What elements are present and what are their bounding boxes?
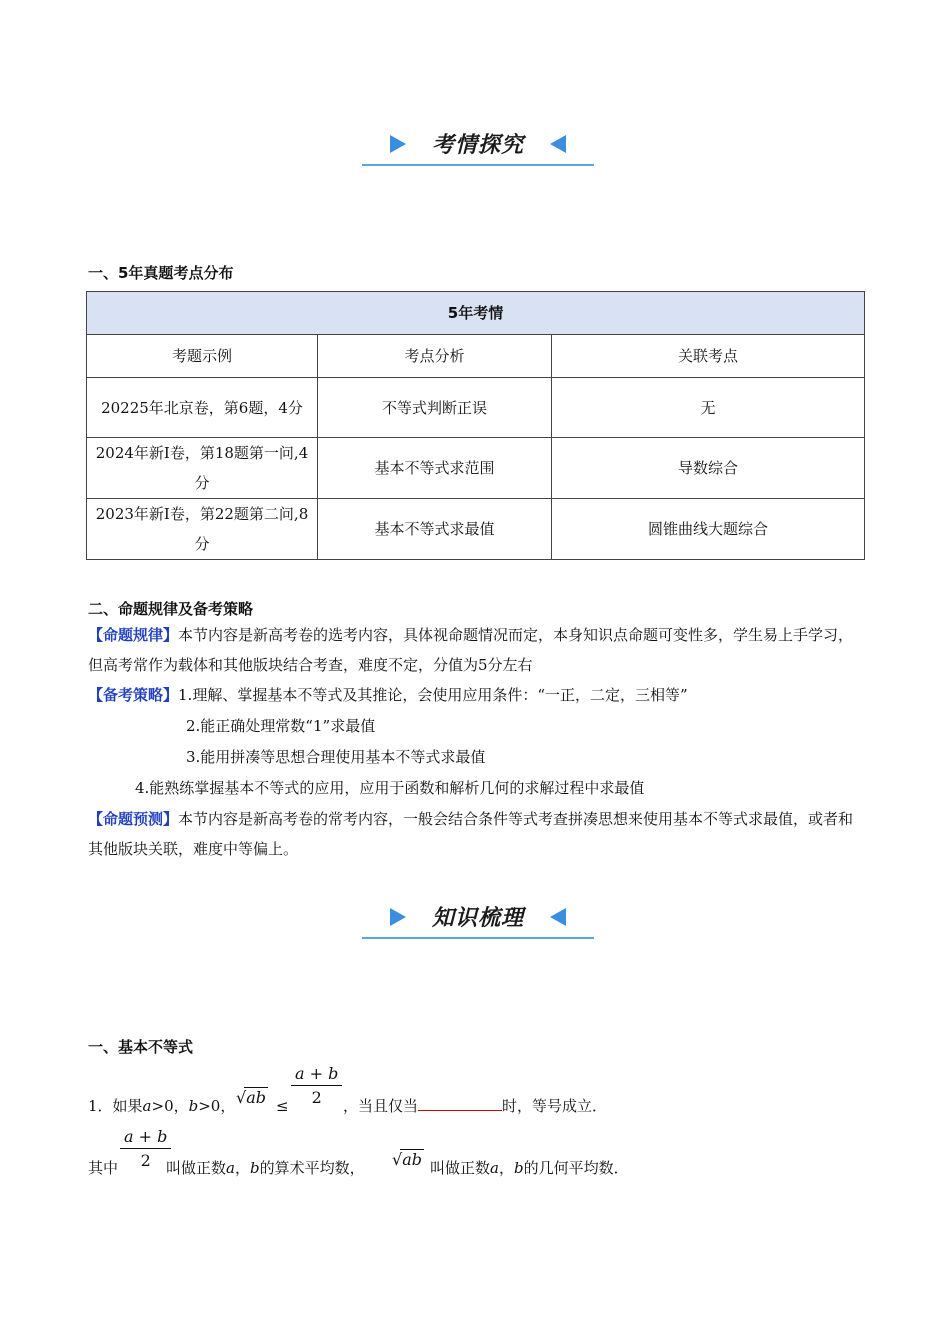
text: >0， [198, 1097, 236, 1115]
radicand: ab [246, 1088, 266, 1107]
var-a: a [142, 1097, 152, 1115]
var-b: b [188, 1097, 199, 1115]
sqrt-ab: √ab [236, 1088, 266, 1107]
strategy-item: 3.能用拼凑等思想合理使用基本不等式求最值 [186, 748, 486, 766]
radicand: ab [402, 1150, 422, 1169]
text: 叫做正数 [430, 1159, 491, 1177]
table-header: 考题示例 [87, 335, 318, 378]
numerator: a + b [120, 1127, 171, 1149]
text: 时，等号成立． [502, 1097, 608, 1115]
section-heading-strategy: 二、命题规律及备考策略 [88, 600, 254, 618]
strategy-item: 4.能熟练掌握基本不等式的应用，应用于函数和解析几何的求解过程中求最值 [135, 779, 645, 797]
table-cell: 基本不等式求最值 [318, 499, 552, 560]
forecast-text: 本节内容是新高考卷的常考内容，一般会结合条件等式考查拼凑思想来使用基本不等式求最值，或者和其他版块关联，难度中等偏上。 [88, 810, 854, 858]
text: 的几何平均数． [523, 1159, 629, 1177]
text: >0， [151, 1097, 189, 1115]
section-banner-exam [362, 126, 594, 166]
table-cell: 导数综合 [552, 438, 865, 499]
text: 1．如果 [88, 1097, 143, 1115]
table-cell: 2024年新Ⅰ卷，第18题第一问,4分 [87, 438, 318, 499]
var-a: a [226, 1159, 235, 1177]
table-cell: 20225年北京卷，第6题，4分 [87, 378, 318, 438]
strategy-tag: 【备考策略】 [88, 686, 179, 704]
table-header: 考点分析 [318, 335, 552, 378]
forecast-paragraph [88, 804, 868, 864]
banner-underline [362, 164, 594, 166]
banner-underline [362, 937, 594, 939]
rule-paragraph [88, 620, 868, 680]
strategy-text: 1.理解、掌握基本不等式及其推论，会使用应用条件：“一正，二定，三相等” [178, 686, 688, 704]
leq-sign: ≤ [276, 1097, 289, 1115]
table-cell: 不等式判断正误 [318, 378, 552, 438]
note-text [166, 1153, 365, 1183]
text: ，当且仅当 [343, 1097, 419, 1115]
rule-tag: 【命题规律】 [88, 626, 179, 644]
answer-blank[interactable] [418, 1092, 502, 1111]
section-banner-knowledge [362, 899, 594, 939]
strategy-item: 2.能正确处理常数“1”求最值 [186, 717, 376, 735]
left-triangle-icon [550, 135, 566, 153]
left-triangle-icon [550, 908, 566, 926]
text: ， [234, 1159, 250, 1177]
section-heading-inequality: 一、基本不等式 [88, 1038, 194, 1056]
numerator: a + b [291, 1064, 342, 1086]
section-heading-distribution: 一、5年真题考点分布 [88, 264, 234, 282]
table-title: 5年考情 [87, 292, 865, 335]
table-cell: 无 [552, 378, 865, 438]
table-cell: 圆锥曲线大题综合 [552, 499, 865, 560]
text: ， [498, 1159, 514, 1177]
inequality-statement [88, 1091, 235, 1121]
var-b: b [513, 1159, 524, 1177]
table-header: 关联考点 [552, 335, 865, 378]
denominator: 2 [140, 1151, 151, 1170]
sqrt-ab: √ab [392, 1150, 422, 1169]
text: 叫做正数 [166, 1159, 227, 1177]
fraction-mean [291, 1064, 342, 1107]
var-b: b [249, 1159, 260, 1177]
fraction-mean [120, 1127, 171, 1170]
forecast-tag: 【命题预测】 [88, 810, 179, 828]
strategy-item [88, 680, 868, 710]
condition-text [343, 1091, 607, 1121]
table-cell: 基本不等式求范围 [318, 438, 552, 499]
var-a: a [490, 1159, 499, 1177]
exam-table [86, 291, 865, 560]
denominator: 2 [311, 1088, 322, 1107]
text: 的算术平均数， [259, 1159, 365, 1177]
banner-title: 知识梳理 [431, 906, 524, 931]
table-cell: 2023年新Ⅰ卷，第22题第二问,8分 [87, 499, 318, 560]
note-text [430, 1153, 629, 1183]
banner-title: 考情探究 [431, 133, 524, 158]
note-prefix: 其中 [88, 1159, 119, 1177]
rule-text: 本节内容是新高考卷的选考内容，具体视命题情况而定，本身知识点命题可变性多，学生易上手学习，但高考常作为载体和其他版块结合考查，难度不定，分值为5分左右 [88, 626, 854, 674]
